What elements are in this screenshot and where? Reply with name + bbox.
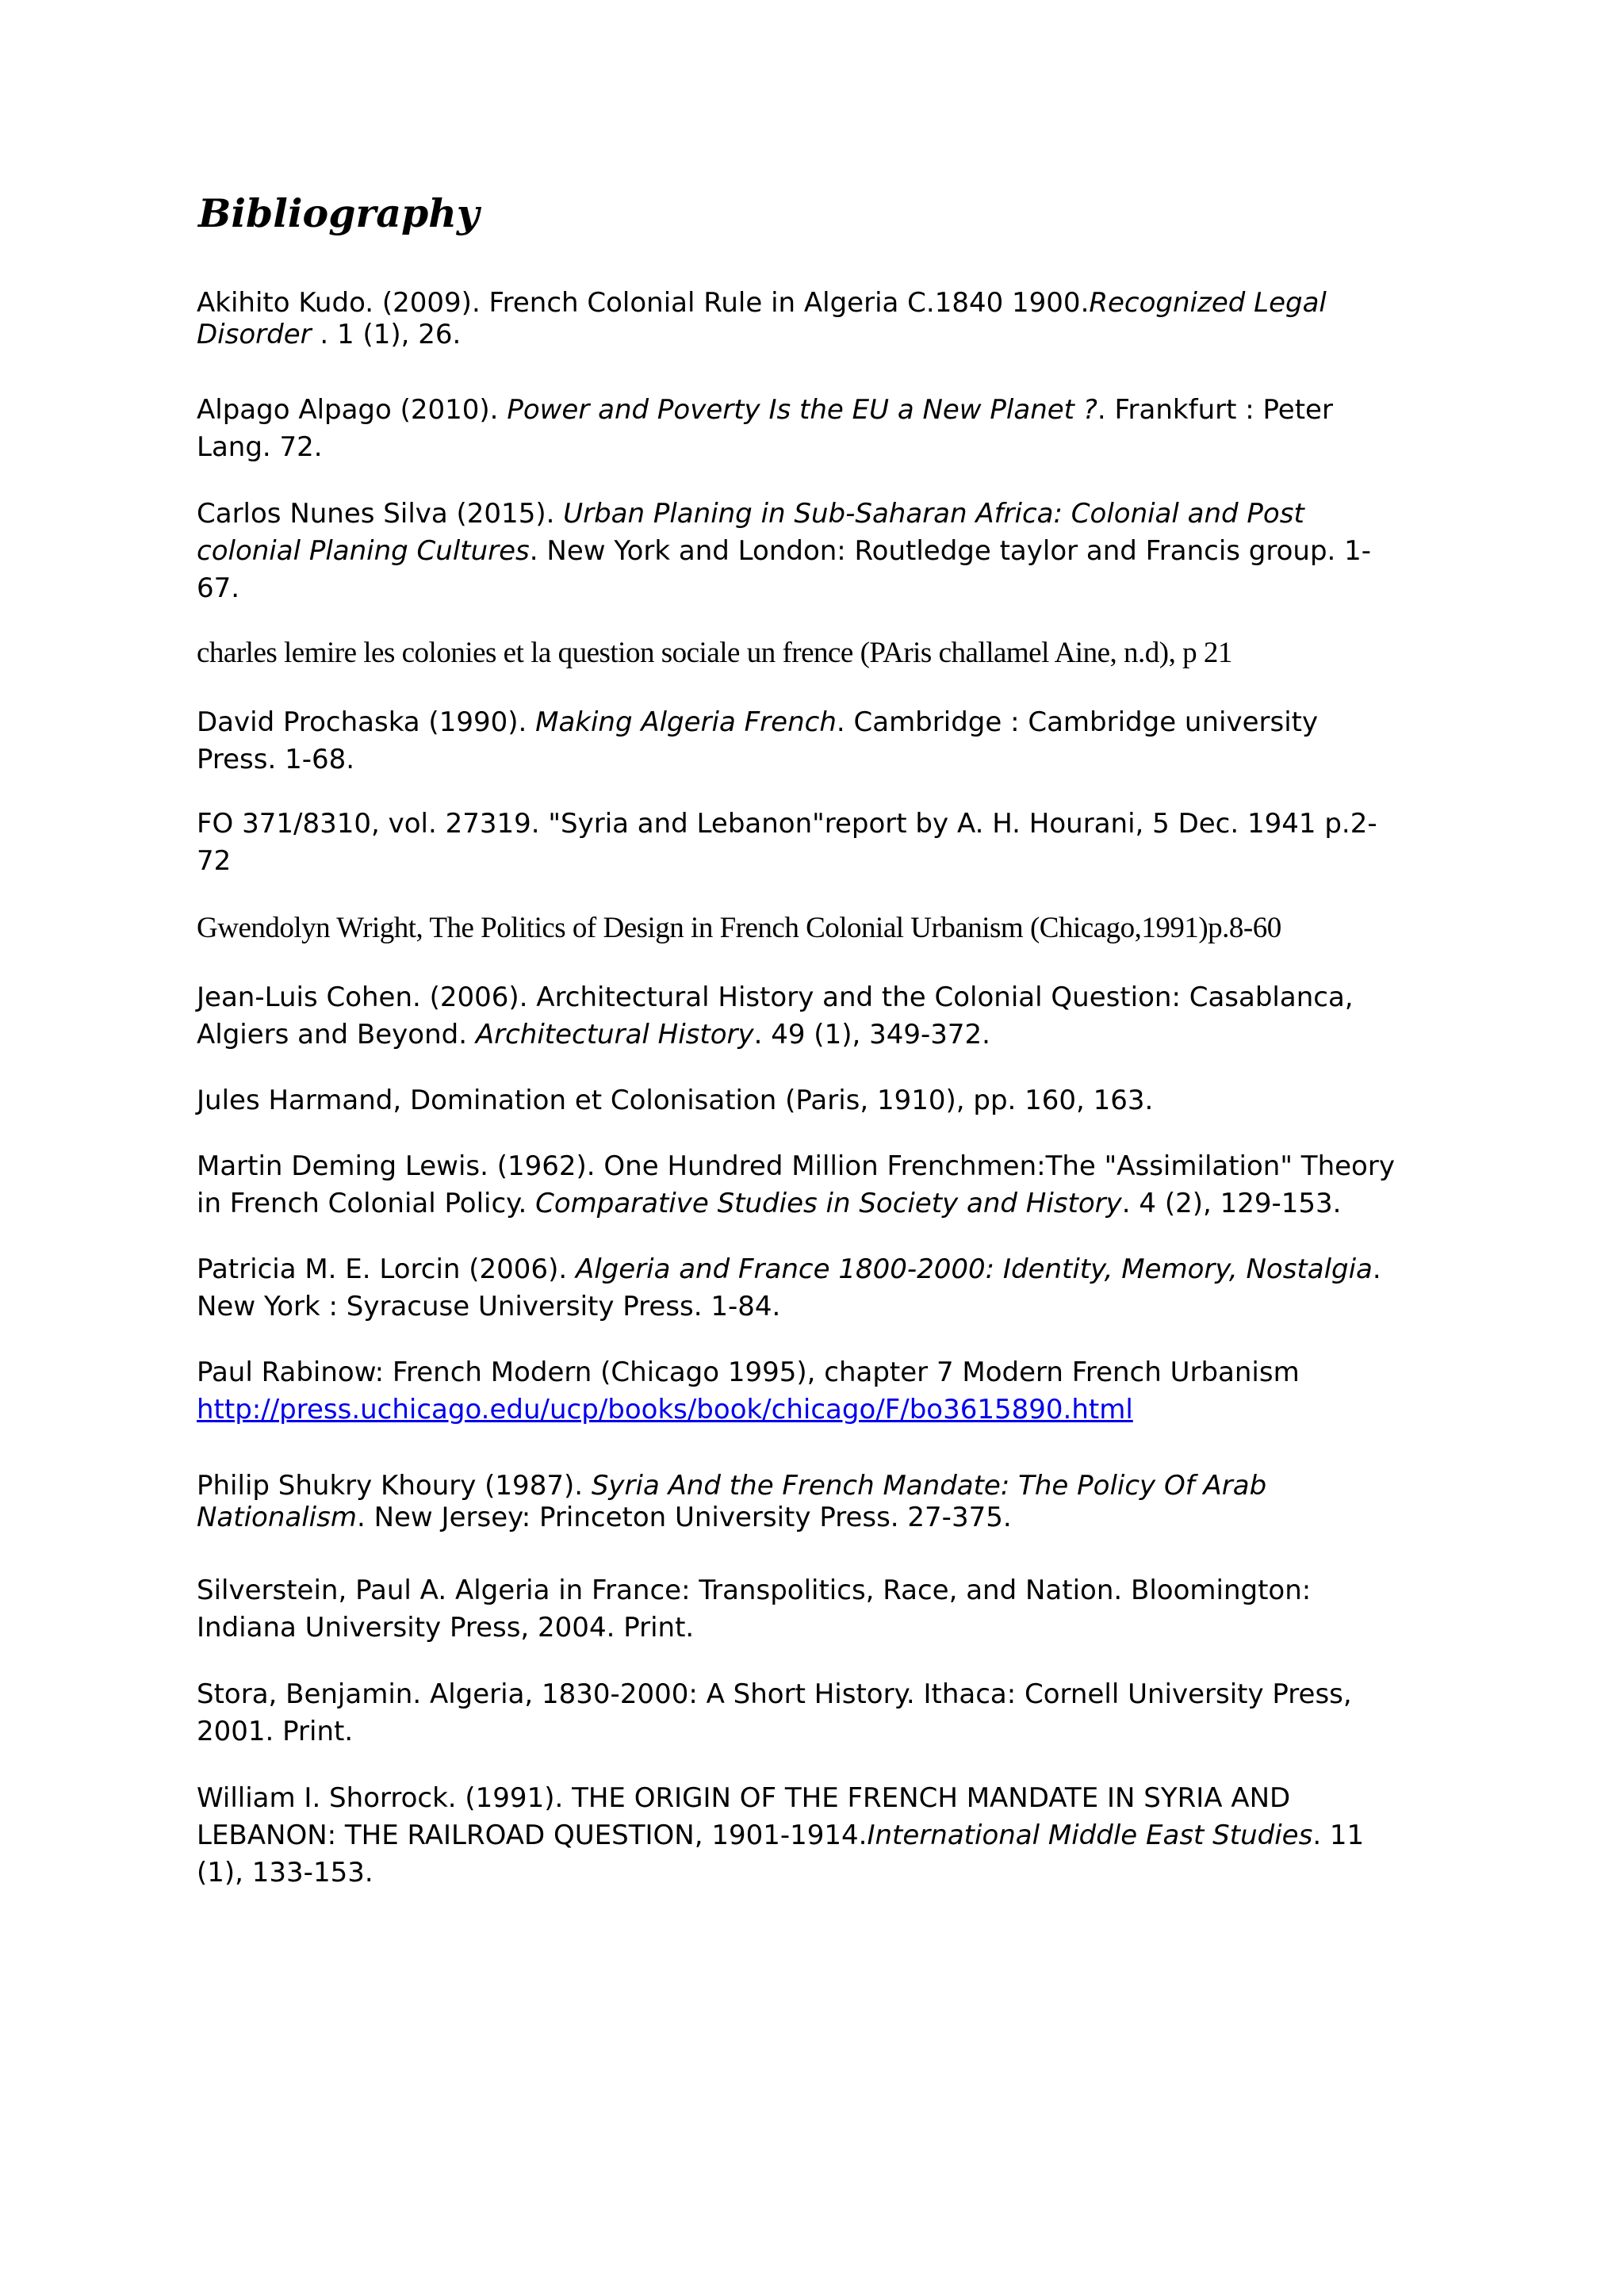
entry-text: Silverstein, Paul A. Algeria in France: Transpolitics, Race, and Nation. Bloomington: xyxy=(197,1575,1312,1606)
entry-italic: Comparative Studies in Society and History xyxy=(535,1188,1122,1219)
bibliography-entry-khoury xyxy=(197,1470,1434,1533)
bibliography-entry-silverstein xyxy=(197,1572,1434,1647)
entry-text: Patricia M. E. Lorcin (2006). xyxy=(197,1253,576,1285)
entry-text: in French Colonial Policy. xyxy=(197,1188,536,1219)
entry-text: Jean-Luis Cohen. (2006). Architectural History and the Colonial Question: Casablanca, xyxy=(197,982,1354,1013)
entry-text: . xyxy=(1372,1253,1381,1285)
entry-italic: Algeria and France 1800-2000: Identity, Memory, Nostalgia xyxy=(575,1253,1373,1285)
entry-text: FO 371/8310, vol. 27319. "Syria and Lebanon"report by A. H. Hourani, 5 Dec. 1941 p.2- xyxy=(197,808,1377,840)
entry-italic: Architectural History xyxy=(475,1019,754,1050)
entry-italic: Disorder xyxy=(197,319,312,350)
entry-text: 72 xyxy=(197,845,232,877)
entry-text: . Cambridge : Cambridge university xyxy=(836,706,1319,738)
bibliography-entry-lorcin xyxy=(197,1251,1434,1326)
entry-text: Martin Deming Lewis. (1962). One Hundred Million Frenchmen:The "Assimilation" Theory xyxy=(197,1150,1395,1182)
bibliography-entry-lemire xyxy=(197,634,1434,672)
bibliography-entry-silva xyxy=(197,496,1434,607)
entry-text: Lang. 72. xyxy=(197,431,323,463)
entry-italic: Nationalism xyxy=(197,1502,357,1533)
entry-text: Paul Rabinow: French Modern (Chicago 1995), chapter 7 Modern French Urbanism xyxy=(197,1357,1300,1388)
entry-text: Akihito Kudo. (2009). French Colonial Rule in Algeria C.1840 1900. xyxy=(197,287,1090,319)
bibliography-entry-fo371 xyxy=(197,806,1434,880)
bibliography-entry-kudo xyxy=(197,287,1434,350)
entry-italic: Urban Planing in Sub-Saharan Africa: Colonial and Post xyxy=(563,498,1304,530)
entry-text: Alpago Alpago (2010). xyxy=(197,394,508,426)
entry-text: LEBANON: THE RAILROAD QUESTION, 1901-1914. xyxy=(197,1820,868,1851)
entry-text: charles lemire les colonies et la question sociale un frence (PAris challamel Aine, n.d), p 21 xyxy=(197,637,1232,669)
entry-text: Indiana University Press, 2004. Print. xyxy=(197,1612,695,1644)
entry-text: Carlos Nunes Silva (2015). xyxy=(197,498,564,530)
entry-text: . 1 (1), 26. xyxy=(311,319,462,350)
entry-italic: International Middle East Studies xyxy=(867,1820,1313,1851)
bibliography-entry-rabinow xyxy=(197,1354,1434,1429)
entry-text: New York : Syracuse University Press. 1-84. xyxy=(197,1291,781,1322)
bibliography-entry-stora xyxy=(197,1676,1434,1751)
entry-text: Stora, Benjamin. Algeria, 1830-2000: A Short History. Ithaca: Cornell University Press, xyxy=(197,1678,1352,1710)
bibliography-entry-harmand xyxy=(197,1082,1434,1119)
bibliography-entry-prochaska xyxy=(197,704,1434,779)
bibliography-entry-wright xyxy=(197,909,1434,947)
bibliography-entry-shorrock xyxy=(197,1780,1434,1892)
entry-text: . New Jersey: Princeton University Press. 27-375. xyxy=(356,1502,1012,1533)
entry-italic: Making Algeria French xyxy=(535,706,837,738)
entry-italic: Syria And the French Mandate: The Policy Of Arab xyxy=(591,1470,1267,1502)
entry-text: Jules Harmand, Domination et Colonisation (Paris, 1910), pp. 160, 163. xyxy=(197,1085,1154,1116)
entry-text: (1), 133-153. xyxy=(197,1857,373,1888)
entry-text: . 11 xyxy=(1312,1820,1365,1851)
entry-link[interactable]: http://press.uchicago.edu/ucp/books/book/chicago/F/bo3615890.html xyxy=(197,1394,1133,1425)
entry-text: . New York and London: Routledge taylor and Francis group. 1- xyxy=(529,535,1372,567)
entry-text: Gwendolyn Wright, The Politics of Design in French Colonial Urbanism (Chicago,1991)p.8-60 xyxy=(197,912,1281,944)
page-title: Bibliography xyxy=(198,190,480,236)
entry-italic: colonial Planing Cultures xyxy=(197,535,530,567)
entry-text: Philip Shukry Khoury (1987). xyxy=(197,1470,592,1502)
entry-text: . Frankfurt : Peter xyxy=(1097,394,1333,426)
bibliography-entry-alpago xyxy=(197,392,1434,466)
entry-italic: Power and Poverty Is the EU a New Planet ? xyxy=(507,394,1097,426)
bibliography-entry-cohen xyxy=(197,979,1434,1054)
entry-text: William I. Shorrock. (1991). THE ORIGIN OF THE FRENCH MANDATE IN SYRIA AND xyxy=(197,1782,1291,1814)
entry-text: 67. xyxy=(197,572,240,604)
entry-text: Algiers and Beyond. xyxy=(197,1019,476,1050)
entry-italic: Recognized Legal xyxy=(1089,287,1327,319)
bibliography-entry-lewis xyxy=(197,1148,1434,1223)
entry-text: David Prochaska (1990). xyxy=(197,706,536,738)
entry-text: . 4 (2), 129-153. xyxy=(1121,1188,1342,1219)
entry-text: 2001. Print. xyxy=(197,1716,354,1747)
entry-text: . 49 (1), 349-372. xyxy=(753,1019,990,1050)
entry-text: Press. 1-68. xyxy=(197,744,355,775)
